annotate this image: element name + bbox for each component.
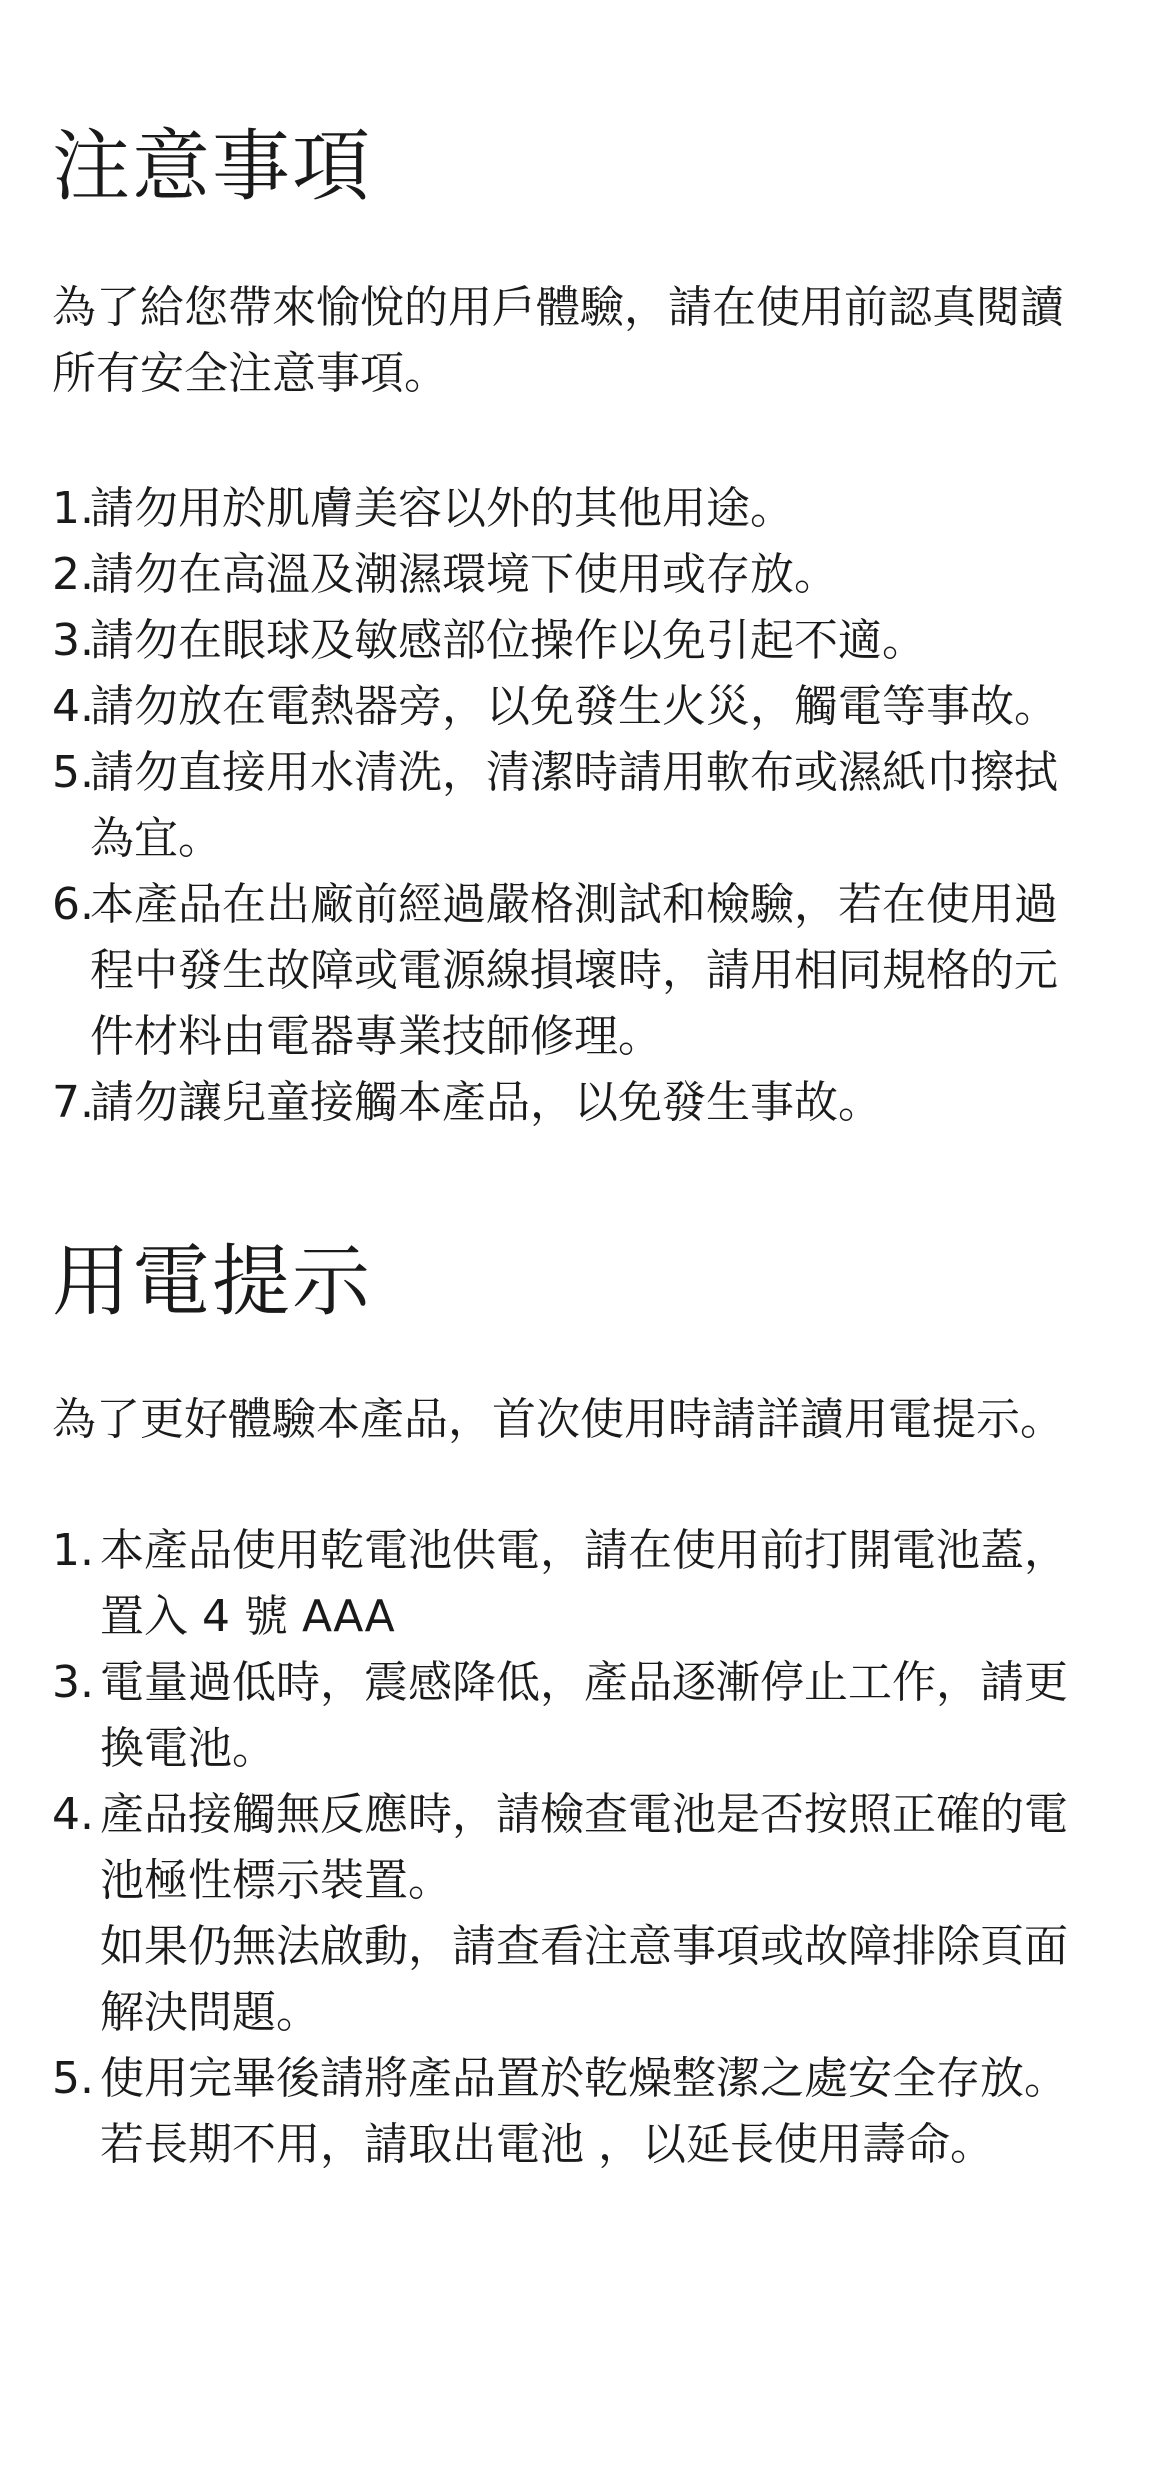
item-line: 產品接觸無反應時，請檢查電池是否按照正確的電	[100, 1789, 1068, 1840]
item-line: 件材料由電器專業技師修理。	[90, 1011, 662, 1062]
item-line: 為宜。	[90, 813, 222, 864]
power-item	[52, 2046, 1122, 2178]
notice-heading: 注意事項	[52, 122, 373, 212]
item-text	[90, 1070, 1122, 1136]
item-number: 3.	[52, 615, 94, 666]
item-number: 5.	[52, 747, 94, 798]
item-number: 4.	[52, 681, 94, 732]
notice-item	[52, 1070, 1122, 1136]
item-text	[100, 1782, 1122, 2046]
notice-item	[52, 476, 1122, 542]
item-text	[90, 542, 1122, 608]
item-line: 請勿直接用水清洗，清潔時請用軟布或濕紙巾擦拭	[90, 747, 1058, 798]
item-line: 若長期不用，請取出電池 ，以延長使用壽命。	[100, 2119, 994, 2170]
item-line: 電量過低時，震感降低，產品逐漸停止工作，請更	[100, 1657, 1068, 1708]
power-item	[52, 1782, 1122, 2046]
power-list	[52, 1518, 1122, 2178]
item-text	[100, 1518, 1122, 1650]
notice-item	[52, 608, 1122, 674]
notice-item	[52, 542, 1122, 608]
notice-intro	[52, 275, 1122, 407]
item-line: 解決問題。	[100, 1987, 320, 2038]
item-number: 1.	[52, 483, 94, 534]
item-text	[90, 476, 1122, 542]
power-item	[52, 1650, 1122, 1782]
notice-intro-line: 為了給您帶來愉悅的用戶體驗，請在使用前認真閱讀	[52, 282, 1064, 333]
item-number: 1.	[52, 1525, 94, 1576]
item-line: 請勿放在電熱器旁，以免發生火災，觸電等事故。	[90, 681, 1058, 732]
notice-item	[52, 872, 1122, 1070]
power-heading: 用電提示	[52, 1237, 373, 1327]
item-number: 7.	[52, 1077, 94, 1128]
item-text	[100, 1650, 1122, 1782]
item-line: 程中發生故障或電源線損壞時，請用相同規格的元	[90, 945, 1058, 996]
item-number: 6.	[52, 879, 94, 930]
item-line: 使用完畢後請將產品置於乾燥整潔之處安全存放。	[100, 2053, 1068, 2104]
notice-intro-line: 所有安全注意事項。	[52, 348, 448, 399]
notice-item	[52, 674, 1122, 740]
item-number: 4.	[52, 1789, 94, 1840]
item-number: 3.	[52, 1657, 94, 1708]
item-line: 請勿在眼球及敏感部位操作以免引起不適。	[90, 615, 926, 666]
item-line: 如果仍無法啟動，請查看注意事項或故障排除頁面	[100, 1921, 1068, 1972]
item-line: 換電池。	[100, 1723, 276, 1774]
item-text	[90, 674, 1122, 740]
item-line: 置入 4 號 AAA	[100, 1591, 395, 1642]
power-item	[52, 1518, 1122, 1650]
item-number: 2.	[52, 549, 94, 600]
item-text	[90, 872, 1122, 1070]
item-line: 請勿用於肌膚美容以外的其他用途。	[90, 483, 794, 534]
item-line: 本產品使用乾電池供電，請在使用前打開電池蓋，	[100, 1525, 1068, 1576]
item-line: 本產品在出廠前經過嚴格測試和檢驗，若在使用過	[90, 879, 1058, 930]
item-text	[100, 2046, 1122, 2178]
item-line: 請勿在高溫及潮濕環境下使用或存放。	[90, 549, 838, 600]
item-line: 請勿讓兒童接觸本產品，以免發生事故。	[90, 1077, 882, 1128]
item-line: 池極性標示裝置。	[100, 1855, 452, 1906]
power-intro: 為了更好體驗本產品，首次使用時請詳讀用電提示。	[52, 1394, 1064, 1445]
item-number: 5.	[52, 2053, 94, 2104]
item-text	[90, 608, 1122, 674]
item-text	[90, 740, 1122, 872]
notice-list	[52, 476, 1122, 1136]
notice-item	[52, 740, 1122, 872]
